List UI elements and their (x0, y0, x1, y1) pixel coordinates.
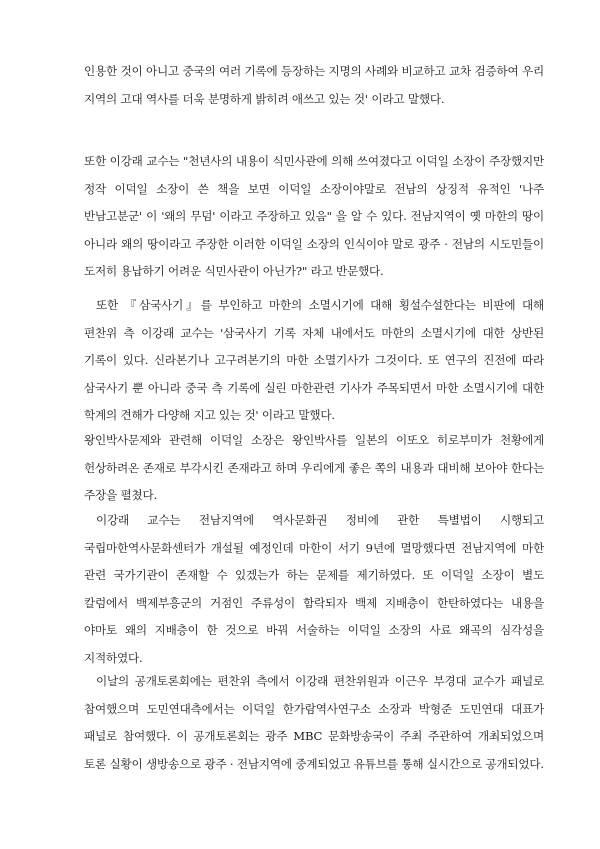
paragraph-2: 또한 이강래 교수는 "천년사의 내용이 식민사관에 의해 쓰여졌다고 이덕일 소장이 주장했지만 정작 이덕일 소장이 쓴 책을 보면 이덕일 소장이야말로 전남의 상징적 유적인 '나주 반남고분군' 이 '왜의 무덤' 이라고 주장하고 있음" 을 알 수 있다. 전남지역이 옛 마한의 땅이 아니라 왜의 땅이라고 주장한 이러한 이덕일 소장의 인식이야 말로 광주 · 전남의 시도민들이 도저히 용납하기 어려운 식민사관이 아닌가?" 라고 반문했다. (84, 154, 544, 278)
paragraph-6: 이날의 공개토론회에는 편찬위 측에서 이강래 편찬위원과 이근우 부경대 교수가 패널로 참여했으며 도민연대측에서는 이덕일 한가람역사연구소 소장과 박형준 도민연대 대표가 패널로 참여했다. 이 공개토론회는 광주 MBC 문화방송국이 주최 주관하여 개최되었으며 토론 실황이 생방송으로 광주 · 전남지역에 중계되었고 유튜브를 통해 실시간으로 공개되었다. (84, 674, 544, 771)
paragraph-5: 이강래 교수는 전남지역에 역사문화권 정비에 관한 특별법이 시행되고 국립마한역사문화센터가 개설될 예정인데 마한이 서기 9년에 멸망했다면 전남지역에 마한 관련 국가기관이 존재할 수 있겠는가 하는 문제를 제기하였다. 또 이덕일 소장이 별도 칼럼에서 백제부흥군의 거점인 주류성이 함락되자 백제 지배층이 한탄하였다는 내용을 야마토 왜의 지배층이 한 것으로 바꿔 서술하는 이덕일 소장의 사료 왜곡의 심각성을 지적하였다. (84, 513, 544, 665)
paragraph-1: 인용한 것이 아니고 중국의 여러 기록에 등장하는 지명의 사례와 비교하고 교차 검증하여 우리 지역의 고대 역사를 더욱 분명하게 밝히려 애쓰고 있는 것' 이라고 말했다. (84, 64, 544, 106)
paragraph-4: 왕인박사문제와 관련해 이덕일 소장은 왕인박사를 일본의 이또오 히로부미가 천황에게 헌상하려온 존재로 부각시킨 존재라고 하며 우리에게 좋은 쪽의 내용과 대비해 보아야 한다는 주장을 펼쳤다. (84, 433, 544, 502)
paragraph-3: 또한 『삼국사기』를 부인하고 마한의 소멸시기에 대해 횡설수설한다는 비판에 대해 편찬위 측 이강래 교수는 '삼국사기 기록 자체 내에서도 마한의 소멸시기에 대한 상반된 기록이 있다. 신라본기나 고구려본기의 마한 소멸기사가 그것이다. 또 연구의 진전에 따라 삼국사기 뿐 아니라 중국 측 기록에 실린 마한관련 기사가 주목되면서 마한 소멸시기에 대한 학계의 견해가 다양해 지고 있는 것' 이라고 말했다. (84, 298, 544, 422)
